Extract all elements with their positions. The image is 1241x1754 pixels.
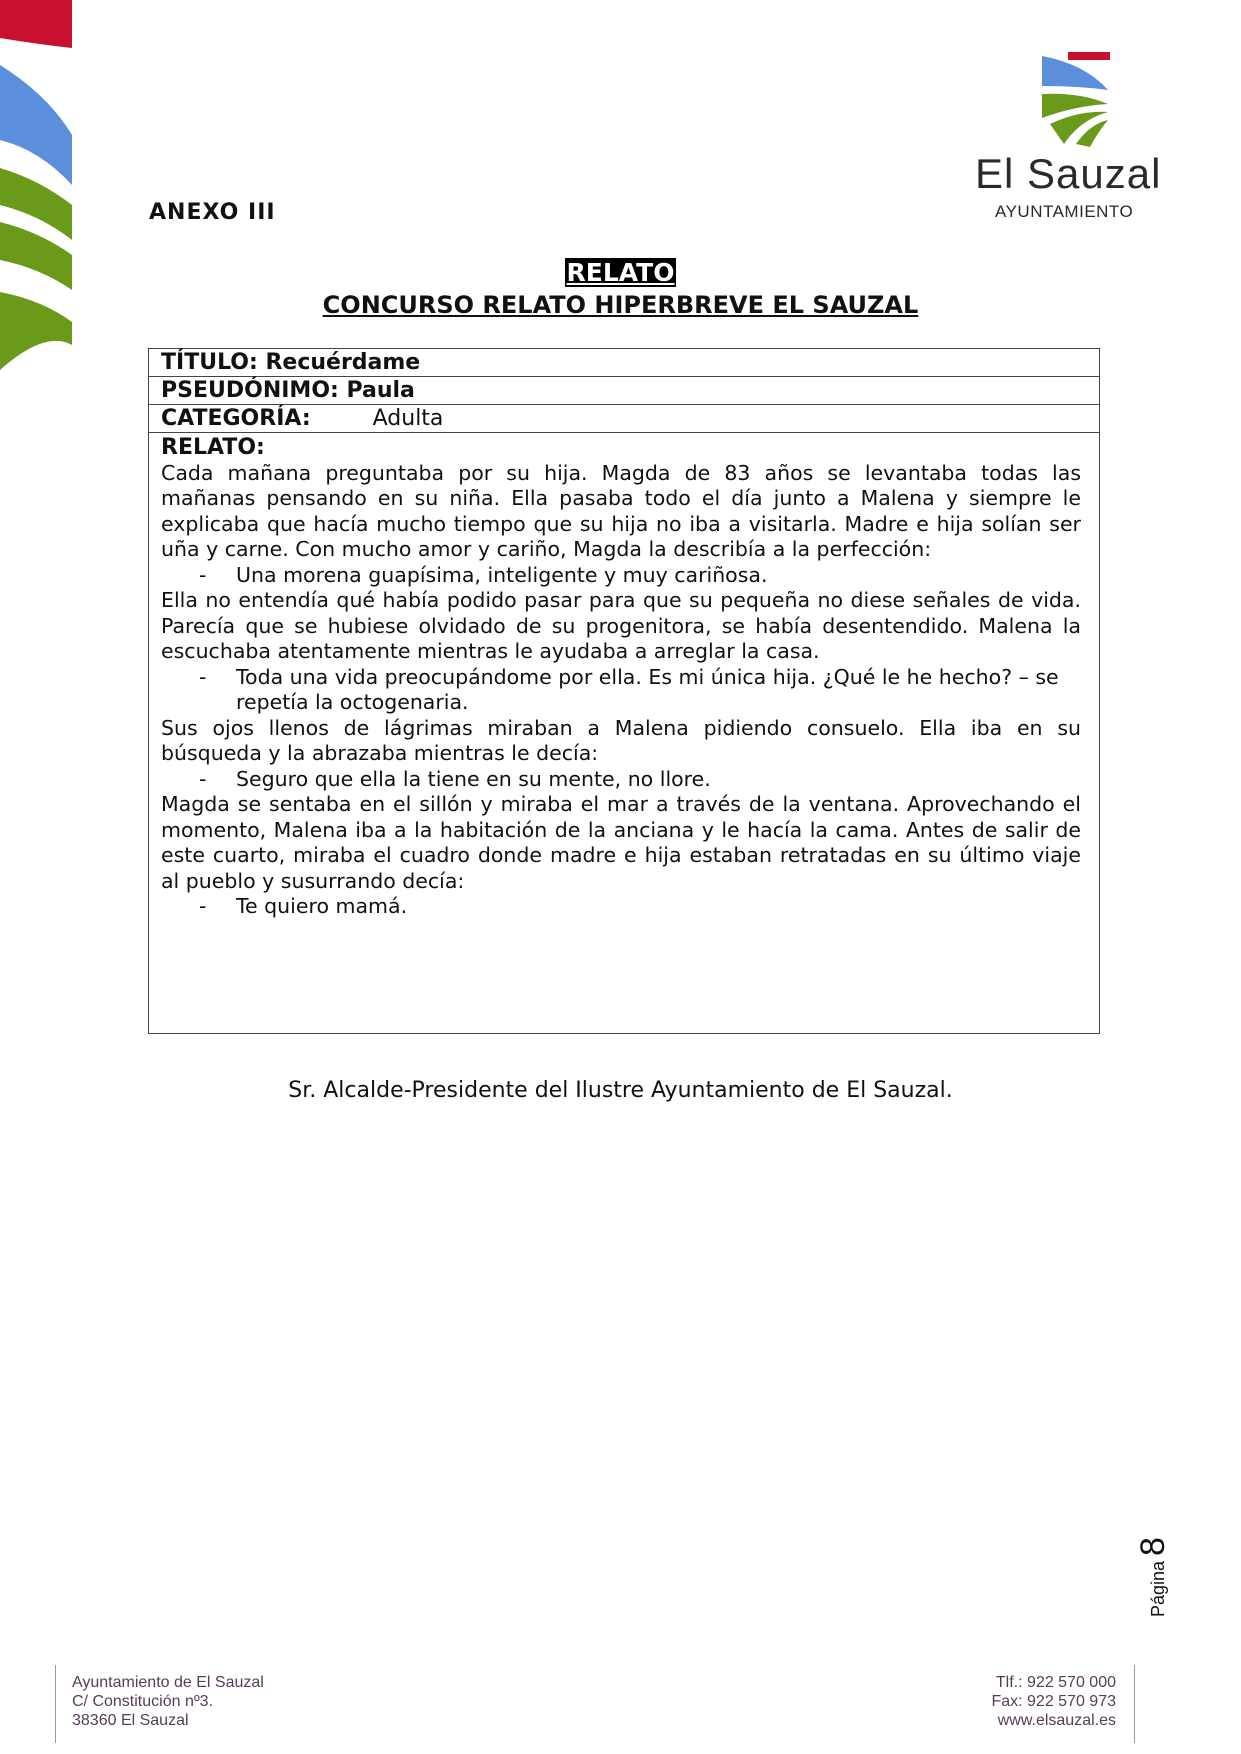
logo-mark-icon [1040, 52, 1112, 147]
title-label: TÍTULO: Recuérdame [161, 350, 421, 375]
story-label: RELATO: [161, 435, 265, 460]
story-section [149, 433, 1099, 920]
story-dialogue: - Toda una vida preocupándome por ella. Es mi única hija. ¿Qué le he hecho? – se repetía la octogenaria. [161, 665, 1081, 716]
pseudonym-label: PSEUDÓNIMO: Paula [161, 378, 415, 403]
annex-label: ANEXO III [149, 200, 276, 225]
heading [0, 258, 1241, 287]
title-row [149, 349, 1099, 377]
footer-address-line: C/ Constitución nº3. [72, 1693, 214, 1710]
footer-fax: Fax: 922 570 973 [991, 1693, 1116, 1710]
story-paragraph: Magda se sentaba en el sillón y miraba el mar a través de la ventana. Aprovechando el momento, Malena iba a la habitación de la anciana y le hacía la cama. Antes de salir de este cuarto, miraba el cuadro donde madre e hija estaban retratadas en su último viaje al pueblo y susurrando decía: [161, 792, 1081, 893]
story-paragraph: Ella no entendía qué había podido pasar para que su pequeña no diese señales de vida. Parecía que se hubiese olvidado de su progenitora, se había desentendido. Malena la escuchaba atentamente mientras le ayudaba a arreglar la casa. [161, 588, 1081, 663]
page-number-value: 8 [1133, 1537, 1172, 1556]
story-dialogue: - Te quiero mamá. [161, 894, 1081, 920]
subheading: CONCURSO RELATO HIPERBREVE EL SAUZAL [322, 291, 919, 319]
logo-name: El Sauzal [975, 150, 1162, 197]
story-paragraph: Sus ojos llenos de lágrimas miraban a Malena pidiendo consuelo. Ella iba en su búsqueda y la abrazaba mientras le decía: [161, 715, 1081, 765]
page-number [1133, 1525, 1188, 1655]
footer-phone: Tlf.: 922 570 000 [995, 1674, 1116, 1691]
footer-contact [960, 1673, 1116, 1730]
footer-left-divider [55, 1665, 56, 1743]
footer-address [72, 1673, 264, 1730]
corner-decoration [0, 0, 80, 380]
story-form [148, 348, 1100, 1034]
logo-subtitle: AYUNTAMIENTO [995, 202, 1134, 221]
story-paragraph: Cada mañana preguntaba por su hija. Magda de 83 años se levantaba todas las mañanas pensando en su niña. Ella pasaba todo el día junto a Malena y siempre le explicaba que hacía mucho tiempo que su hija no iba a visitarla. Madre e hija solían ser uña y carne. Con mucho amor y cariño, Magda la describía a la perfección: [161, 460, 1081, 561]
category-row [149, 405, 1099, 433]
footer-right-divider [1134, 1665, 1135, 1743]
footer-address-line: 38360 El Sauzal [72, 1712, 189, 1729]
heading-text: RELATO [566, 258, 675, 287]
page-word: Página [1148, 1560, 1168, 1617]
story-dialogue: - Una morena guapísima, inteligente y muy cariñosa. [161, 563, 1081, 589]
footer-website: www.elsauzal.es [997, 1712, 1116, 1729]
pseudonym-row [149, 377, 1099, 405]
footer-address-line: Ayuntamiento de El Sauzal [72, 1674, 264, 1691]
closing-line: Sr. Alcalde-Presidente del Ilustre Ayuntamiento de El Sauzal. [288, 1078, 953, 1103]
category-value: Adulta [372, 406, 444, 431]
story-dialogue: - Seguro que ella la tiene en su mente, no llore. [161, 767, 1081, 793]
category-label: CATEGORÍA: [161, 406, 311, 431]
